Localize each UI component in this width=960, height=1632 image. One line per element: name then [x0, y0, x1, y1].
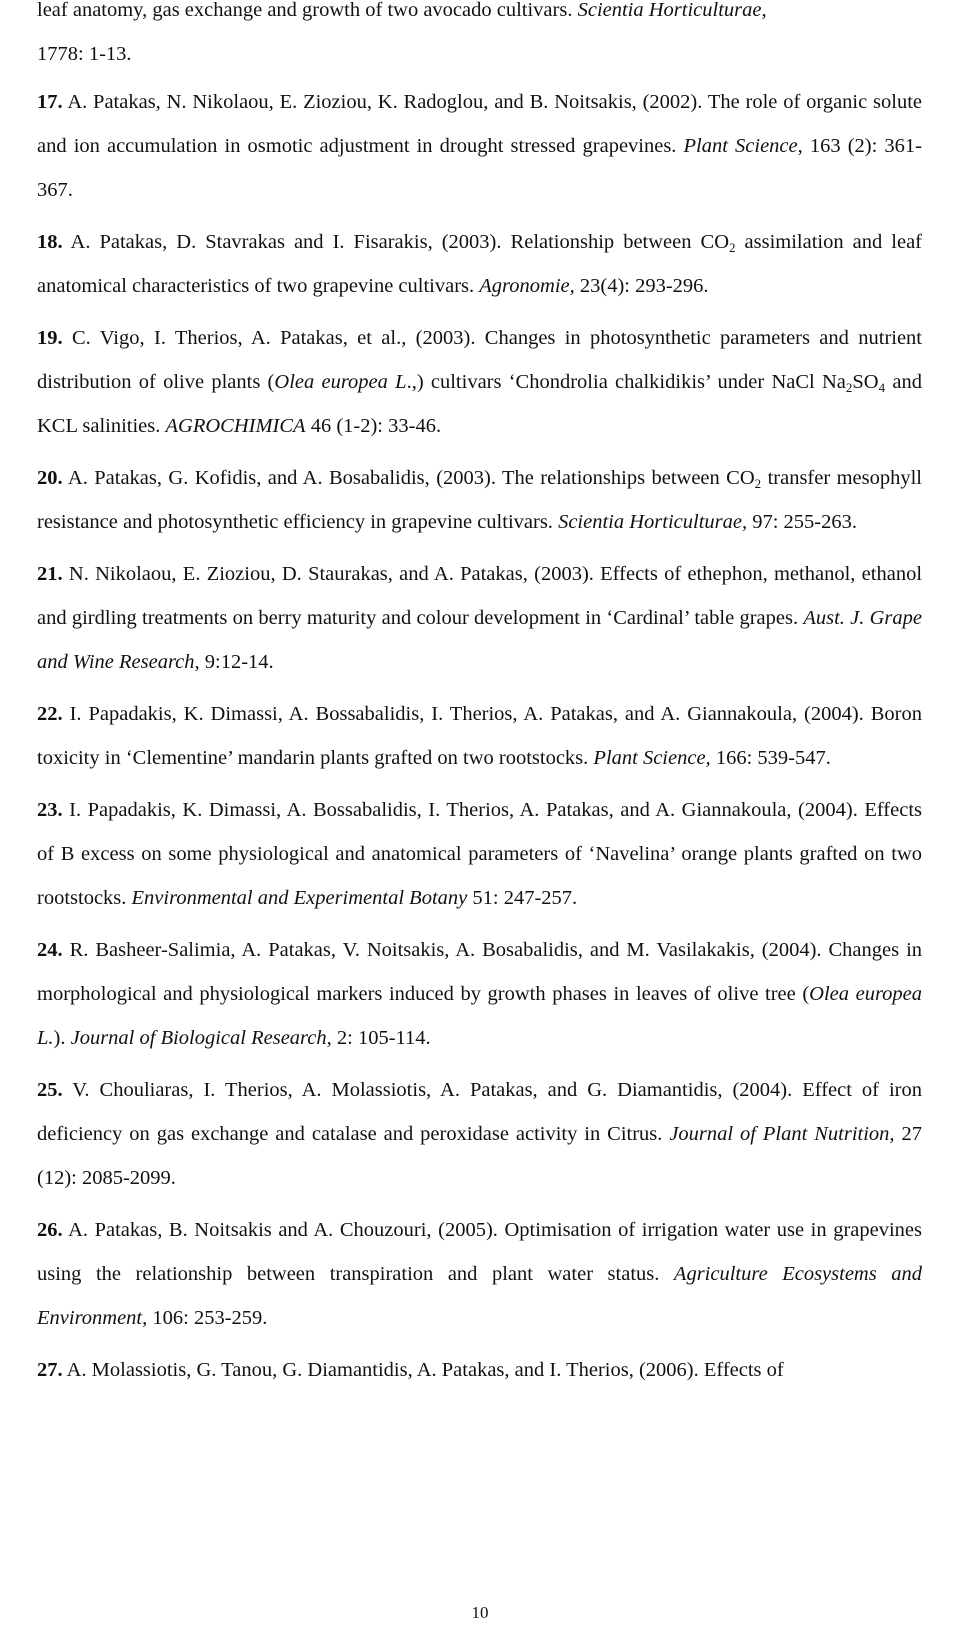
reference-number: 21. — [37, 563, 63, 585]
reference-text: I. Papadakis, K. Dimassi, A. Bossabalidis, I. Therios, A. Patakas, and A. Giannakoula, (2004). Boron toxicity in ‘Clementine’ mandarin plants grafted on two rootstocks. — [37, 703, 922, 769]
reference-text: A. Molassiotis, G. Tanou, G. Diamantidis, A. Patakas, and I. Therios, (2006). Effects of — [66, 1359, 784, 1381]
reference-18 — [37, 220, 922, 308]
reference-number: 27. — [37, 1359, 63, 1381]
reference-25 — [37, 1068, 922, 1200]
reference-21 — [37, 552, 922, 684]
reference-text: A. Patakas, N. Nikolaou, E. Zioziou, K. Radoglou, and B. Noitsakis, (2002). The role of organic solute and ion accumulation in osmotic adjustment in drought stressed grapevines. — [37, 91, 922, 157]
reference-details: , 163 (2): 361-367. — [37, 135, 922, 201]
reference-text: SO — [852, 371, 879, 393]
reference-text: ). — [53, 1027, 71, 1049]
reference-details: 166: 539-547. — [710, 747, 831, 769]
reference-text: A. Patakas, B. Noitsakis and A. Chouzouri, (2005). Optimisation of irrigation water use in grapevines using the relationship between transpiration and plant water status. — [37, 1219, 922, 1285]
reference-journal: Plant Science, — [593, 747, 711, 769]
reference-journal: Scientia Horticulturae, — [558, 511, 748, 533]
reference-journal: Agriculture Ecosystems and Environment, — [37, 1263, 922, 1329]
subscript: 2 — [845, 380, 853, 395]
reference-journal: Agronomie, — [479, 275, 575, 297]
reference-text: C. Vigo, I. Therios, A. Patakas, et al., (2003). Changes in photosynthetic parameters and nutrient distribution of olive plants ( — [37, 327, 923, 393]
species-name: Olea europea L. — [37, 983, 923, 1049]
reference-journal: AGROCHIMICA — [165, 415, 306, 437]
reference-details: 27 (12): 2085-2099. — [37, 1123, 922, 1189]
reference-number: 18. — [37, 231, 63, 253]
reference-17 — [37, 80, 922, 212]
reference-details: 106: 253-259. — [147, 1307, 268, 1329]
reference-details: 46 (1-2): 33-46. — [305, 415, 442, 437]
continued-journal: Scientia Horticulturae, — [577, 0, 767, 21]
reference-journal: Plant Science — [683, 135, 798, 157]
reference-details: 51: 247-257. — [467, 887, 578, 909]
reference-journal: Journal of Plant Nutrition, — [669, 1123, 895, 1145]
reference-text: transfer mesophyll resistance and photosynthetic efficiency in grapevine cultivars. — [37, 467, 922, 533]
reference-20 — [37, 456, 922, 544]
reference-text: A. Patakas, G. Kofidis, and A. Bosabalidis, (2003). The relationships between CO — [67, 467, 755, 489]
reference-text: N. Nikolaou, E. Zioziou, D. Staurakas, and A. Patakas, (2003). Effects of ethephon, methanol, ethanol and girdling treatments on berry maturity and colour development in ‘Cardinal’ table grapes. — [37, 563, 923, 629]
reference-number: 22. — [37, 703, 63, 725]
reference-number: 17. — [37, 91, 63, 113]
reference-journal: Journal of Biological Research, — [70, 1027, 332, 1049]
page-number: 10 — [471, 1603, 489, 1622]
continued-reference — [37, 0, 922, 76]
reference-list — [37, 80, 922, 1400]
reference-number: 19. — [37, 327, 63, 349]
reference-text: .,) cultivars ‘Chondrolia chalkidikis’ under NaCl Na — [406, 371, 846, 393]
reference-23 — [37, 788, 922, 920]
reference-details: 9:12-14. — [199, 651, 274, 673]
subscript: 2 — [729, 240, 736, 255]
reference-text: R. Basheer-Salimia, A. Patakas, V. Noitsakis, A. Bosabalidis, and M. Vasilakakis, (2004). Changes in morphological and physiological markers induced by growth phases in leaves of olive tree ( — [37, 939, 923, 1005]
reference-text: V. Chouliaras, I. Therios, A. Molassiotis, A. Patakas, and G. Diamantidis, (2004). Effect of iron deficiency on gas exchange and catalase and peroxidase activity in Citrus. — [37, 1079, 922, 1145]
continued-text — [37, 0, 922, 32]
reference-journal: Aust. J. Grape and Wine Research, — [37, 607, 922, 673]
reference-journal: Environmental and Experimental Botany — [131, 887, 468, 909]
reference-number: 24. — [37, 939, 63, 961]
reference-details: 23(4): 293-296. — [574, 275, 709, 297]
species-name: Olea europea L — [274, 371, 407, 393]
reference-27 — [37, 1348, 922, 1392]
reference-text: A. Patakas, D. Stavrakas and I. Fisarakis, (2003). Relationship between CO — [70, 231, 730, 253]
subscript: 2 — [754, 476, 762, 491]
reference-19 — [37, 316, 922, 448]
reference-22 — [37, 692, 922, 780]
reference-details: 97: 255-263. — [747, 511, 857, 533]
continued-text-body: leaf anatomy, gas exchange and growth of two avocado cultivars. — [37, 0, 578, 21]
reference-24 — [37, 928, 922, 1060]
subscript: 4 — [878, 380, 886, 395]
reference-text: and KCL salinities. — [37, 371, 922, 437]
reference-details: 2: 105-114. — [331, 1027, 431, 1049]
reference-number: 23. — [37, 799, 63, 821]
reference-number: 25. — [37, 1079, 63, 1101]
continued-details: 1778: 1-13. — [37, 43, 132, 65]
reference-26 — [37, 1208, 922, 1340]
reference-number: 26. — [37, 1219, 63, 1241]
reference-text: assimilation and leaf anatomical characteristics of two grapevine cultivars. — [37, 231, 922, 297]
reference-number: 20. — [37, 467, 63, 489]
reference-text: I. Papadakis, K. Dimassi, A. Bossabalidis, I. Therios, A. Patakas, and A. Giannakoula, (2004). Effects of B excess on some physiological and anatomical parameters of ‘Navelina’ orange plants grafted on two rootstocks. — [37, 799, 923, 909]
